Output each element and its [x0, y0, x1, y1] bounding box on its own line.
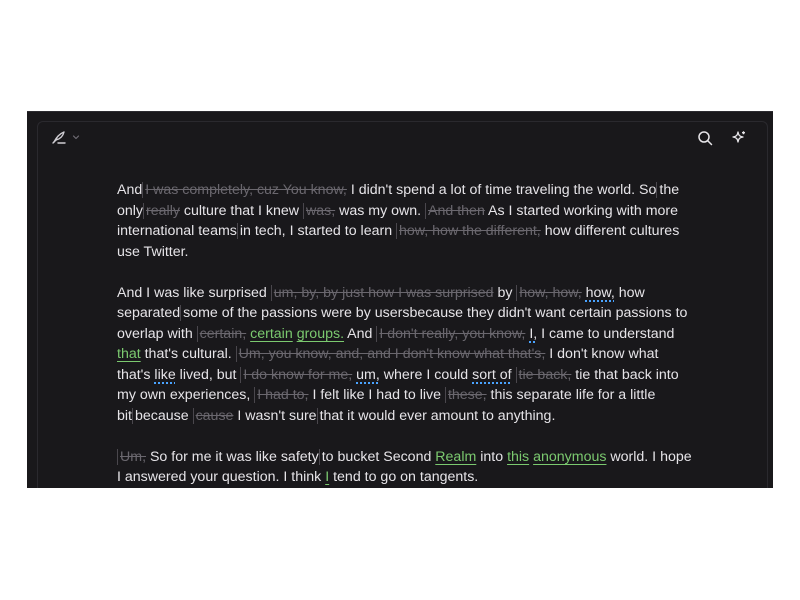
deleted-span[interactable]: Um, [117, 449, 146, 465]
transcript-text-span: So for me it was like safety [146, 448, 319, 465]
transcript-text-span: tend to go on tangents. [329, 469, 479, 485]
flagged-word[interactable]: sort of [472, 366, 512, 383]
transcript-text-span: that's cultural. [140, 346, 236, 362]
transcript-text-span: lived, but [175, 366, 241, 383]
transcript-text-span: culture that I knew [179, 202, 303, 219]
transcript-text-span: how different cultures use Twitter. [117, 223, 684, 260]
deleted-span[interactable]: was, [303, 203, 335, 219]
deleted-span[interactable]: these, [445, 387, 487, 403]
inserted-span[interactable]: certain [250, 325, 293, 342]
flagged-word[interactable]: I, [529, 325, 538, 342]
transcript-text-span: by [493, 284, 517, 301]
flagged-word[interactable]: like [154, 366, 176, 383]
deleted-span[interactable]: And then [425, 203, 485, 219]
transcript-text-span: And [344, 325, 377, 342]
deleted-span[interactable]: Um, you know, and, and I don't know what that's, [236, 346, 546, 362]
editor-window [27, 111, 773, 488]
deleted-span[interactable]: I had to, [254, 387, 308, 403]
flagged-word[interactable]: how, [585, 284, 615, 301]
deleted-span[interactable]: I was completely, cuz You know, [142, 182, 347, 198]
pen-style-dropdown[interactable] [51, 129, 80, 145]
transcript-text-span: I started to learn [285, 223, 397, 239]
search-icon[interactable] [697, 130, 713, 146]
segment-span[interactable]: to [319, 449, 334, 465]
transcript-text-span: was my own. [335, 202, 426, 219]
deleted-span[interactable]: cause [193, 408, 234, 424]
deleted-span[interactable]: how, how, [516, 285, 581, 301]
chevron-down-icon[interactable] [72, 133, 80, 141]
transcript-text-span: And I was like surprised [117, 284, 271, 301]
segment-span[interactable]: some of the passions were by users [180, 305, 409, 321]
transcript-text-span: into [476, 448, 508, 465]
deleted-span[interactable]: I don't really, you know, [376, 326, 525, 342]
inserted-span[interactable]: anonymous [533, 448, 607, 465]
toolbar-actions [697, 130, 747, 146]
transcript-text-span: I didn't spend a lot of time traveling the world. So [346, 182, 657, 198]
inserted-span[interactable]: this [507, 448, 530, 465]
segment-span[interactable]: in tech, [237, 223, 286, 239]
transcript-text-span: because they didn't want certain passions to overlap with [117, 305, 692, 342]
deleted-span[interactable]: certain, [197, 326, 247, 342]
deleted-span[interactable]: how, how the different, [396, 223, 541, 239]
sparkle-icon[interactable] [731, 130, 747, 146]
transcript-text-span: tie that back into my own experiences, [117, 366, 683, 403]
transcript-text-span: I came to understand [537, 325, 679, 342]
transcript-text-span: where I could [379, 366, 473, 383]
feather-pen-icon[interactable] [51, 129, 67, 145]
deleted-span[interactable]: I do know for me, [240, 367, 352, 383]
inserted-span[interactable]: Realm [435, 448, 477, 465]
deleted-span[interactable]: really [143, 203, 180, 219]
transcript-text[interactable] [117, 180, 696, 488]
inserted-span[interactable]: groups. [296, 325, 345, 342]
segment-span[interactable]: the only [117, 182, 684, 219]
transcript-text-span: this separate life for a little bit [117, 387, 660, 424]
segment-span[interactable]: that it would ever amount to anything. [317, 408, 556, 424]
segment-span[interactable]: because [132, 408, 189, 424]
transcript-text-span: And [117, 182, 143, 198]
transcript-text-span [512, 367, 516, 383]
transcript-paragraph [117, 447, 696, 488]
transcript-text-span: bucket Second [333, 448, 436, 465]
transcript-paragraph [117, 283, 692, 427]
transcript-text-span: how separated [117, 284, 649, 321]
inserted-span[interactable]: that [117, 346, 141, 362]
transcript-text-span [189, 408, 193, 424]
transcript-text-span: I don't know what that's [117, 346, 663, 383]
transcript-text-span: I wasn't sure [233, 407, 317, 424]
transcript-text-span: world. I hope I answered your question. I think [117, 448, 696, 485]
transcript-text-span: I felt like I had to live [308, 387, 445, 403]
transcript-text-span: As I started working with more international teams [117, 202, 682, 239]
flagged-word[interactable]: um, [356, 366, 380, 383]
deleted-span[interactable]: tie back, [516, 367, 572, 383]
deleted-span[interactable]: um, by, by just how I was surprised [271, 285, 494, 301]
inserted-span[interactable]: I [325, 469, 330, 485]
transcript-paragraph [117, 180, 692, 262]
